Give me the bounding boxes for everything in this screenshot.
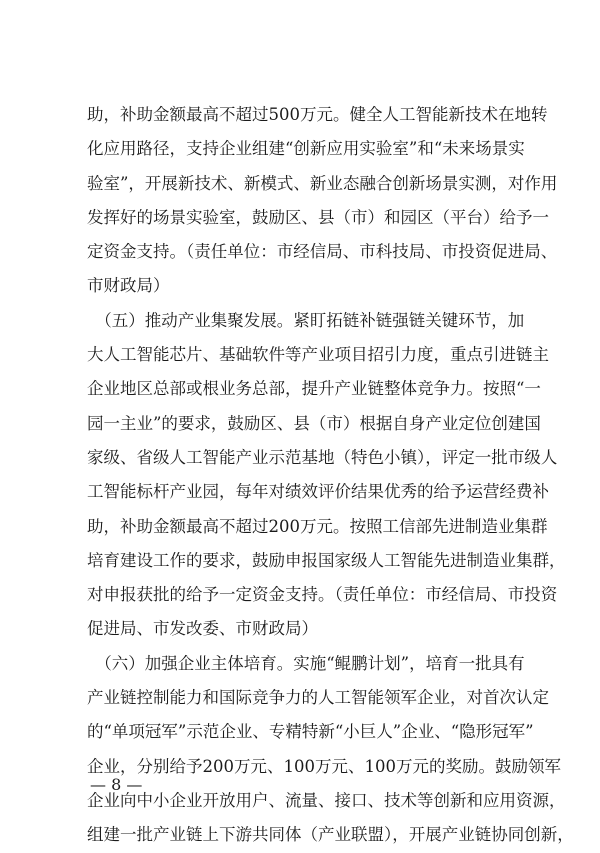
text-line: 大人工智能芯片、基础软件等产业项目招引力度，重点引进链主 [87, 345, 549, 365]
text-line: 工智能标杆产业园，每年对绩效评价结果优秀的给予运营经费补 [87, 482, 549, 502]
text-line: 培育建设工作的要求，鼓励申报国家级人工智能先进制造业集群， [87, 550, 566, 570]
text-line: 化应用路径，支持企业组建“创新应用实验室”和“未来场景实 [87, 139, 525, 159]
text-line: 企业，分别给予200万元、100万元、100万元的奖励。鼓励领军 [87, 756, 561, 776]
text-line: 园一主业”的要求，鼓励区、县（市）根据自身产业定位创建国 [87, 413, 541, 433]
text-line: 助，补助金额最高不超过500万元。健全人工智能新技术在地转 [87, 105, 548, 124]
text-line: 的“单项冠军”示范企业、专精特新“小巨人”企业、“隐形冠军” [87, 722, 534, 742]
document-body [87, 98, 574, 853]
text-line: 验室”，开展新技术、新模式、新业态融合创新场景实测，对作用 [87, 173, 558, 193]
text-line: 组建一批产业链上下游共同体（产业联盟），开展产业链协同创新， [87, 825, 574, 845]
text-line: 助，补助金额最高不超过200万元。按照工信部先进制造业集群 [87, 516, 548, 536]
text-line: 家级、省级人工智能产业示范基地（特色小镇），评定一批市级人 [87, 447, 558, 467]
text-line: 市财政局） [87, 276, 170, 296]
text-line: 产业链控制能力和国际竞争力的人工智能领军企业，对首次认定 [87, 688, 549, 708]
page-number: — 8 — [90, 775, 143, 794]
text-line: 定资金支持。（责任单位：市经信局、市科技局、市投资促进局、 [87, 242, 558, 262]
section-heading-line: （六）加强企业主体培育。实施“鲲鹏计划”，培育一批具有 [87, 653, 525, 673]
text-line: 企业地区总部或根业务总部，提升产业链整体竞争力。按照“一 [87, 379, 541, 399]
text-line: 促进局、市发改委、市财政局） [87, 619, 318, 639]
text-line: 发挥好的场景实验室，鼓励区、县（市）和园区（平台）给予一 [87, 207, 549, 227]
section-heading-line: （五）推动产业集聚发展。紧盯拓链补链强链关键环节，加 [87, 310, 525, 330]
text-line: 企业向中小企业开放用户、流量、接口、技术等创新和应用资源， [87, 790, 566, 810]
text-line: 对申报获批的给予一定资金支持。（责任单位：市经信局、市投资 [87, 585, 558, 605]
